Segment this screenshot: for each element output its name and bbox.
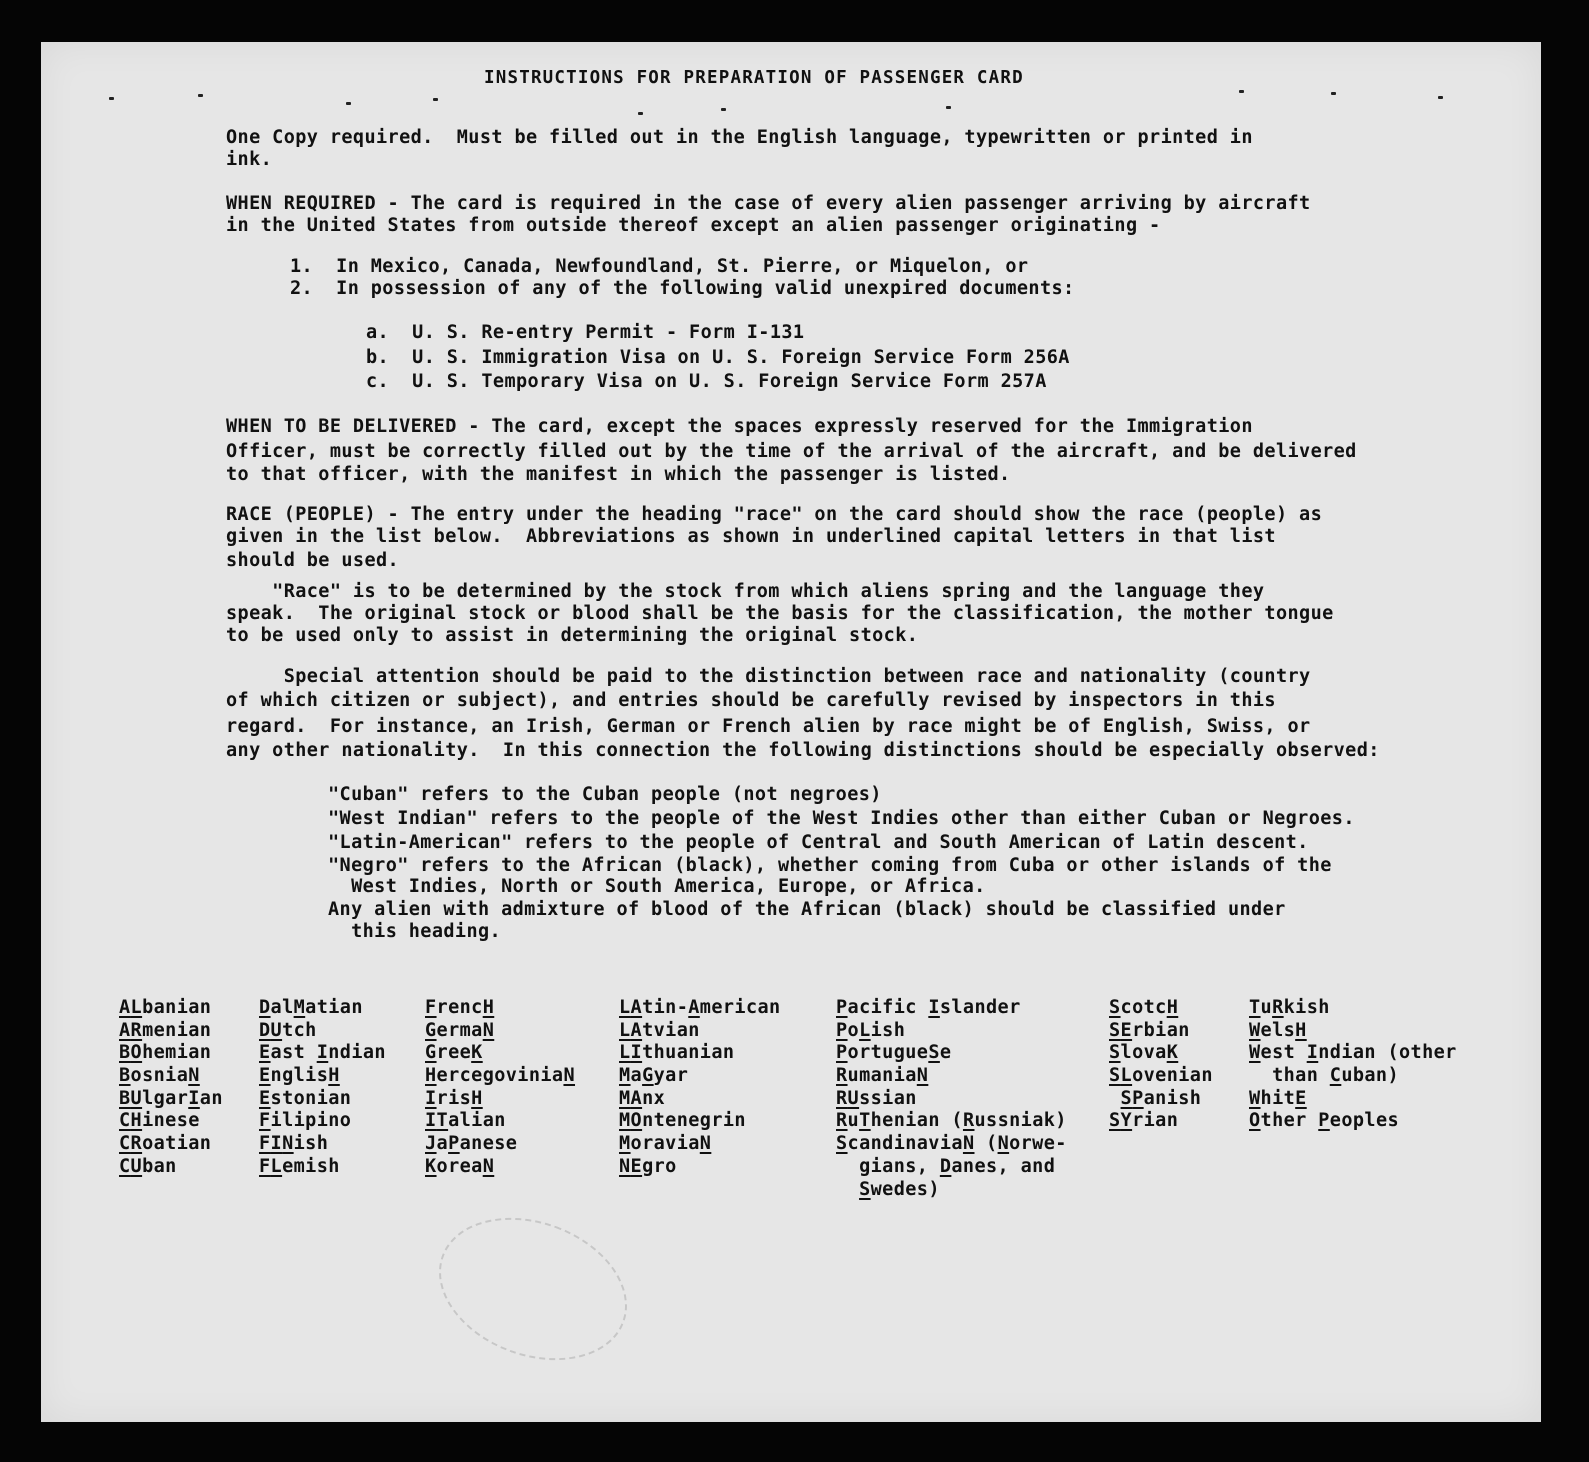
distinction-line: Any alien with admixture of blood of the African (black) should be classified under [328,899,1286,920]
race-entry: East Indian [259,1042,386,1064]
race-entry: SPanish [1120,1087,1202,1109]
distinction-line: "West Indian" refers to the people of the West Indies other than either Cuban or Negroes. [328,808,1355,829]
race-entry: ALbanian [119,997,212,1018]
race-entry: ScotcH [1109,997,1179,1018]
race-entry: gians, Danes, and [836,1155,1056,1177]
race-column [1249,997,1457,1133]
race-entry: FLemish [259,1155,340,1177]
race-entry: Estonian [259,1087,352,1109]
race-entry: SLovenian [1109,1065,1213,1087]
race-line: RACE (PEOPLE) - The entry under the heading "race" on the card should show the race (people) as [226,504,1323,525]
when-delivered-line: WHEN TO BE DELIVERED - The card, except the spaces expressly reserved for the Immigration [226,416,1253,437]
race-entry: BosniaN [119,1065,200,1087]
distinction-line: this heading. [328,921,502,942]
race-entry: BOhemian [119,1042,212,1064]
specks [1438,96,1443,99]
race-entry: West Indian (other [1249,1042,1457,1064]
race-entry: WhitE [1249,1087,1307,1109]
race-entry: CRoatian [119,1133,212,1155]
race-entry: PoLish [836,1019,906,1041]
race-entry: FrencH [425,997,495,1018]
special-line: any other nationality. In this connection the following distinctions should be especially observed: [226,740,1380,761]
faded-stamp [419,1193,647,1385]
document-page [41,42,1541,1422]
race-entry: LAtvian [619,1019,700,1041]
exception-item: 1. In Mexico, Canada, Newfoundland, St. Pierre, or Miquelon, or [290,256,1029,277]
race-column [1109,997,1213,1133]
race-entry: Filipino [259,1110,352,1132]
race-stock-line: to be used only to assist in determining the original stock. [226,625,919,646]
race-entry: RumaniaN [836,1065,929,1087]
when-delivered-line: Officer, must be correctly filled out by the time of the arrival of the aircraft, and be delivered [226,441,1357,462]
special-line: of which citizen or subject), and entries should be carefully revised by inspectors in this [226,690,1276,711]
intro-line: One Copy required. Must be filled out in the English language, typewritten or printed in [226,127,1253,148]
specks [433,98,438,101]
specks [721,108,726,111]
race-entry: FINish [259,1133,329,1155]
special-line: Special attention should be paid to the distinction between race and nationality (country [226,666,1311,687]
intro-line: ink. [226,149,273,170]
specks [946,106,951,109]
race-column [259,997,386,1179]
specks [346,102,351,105]
distinction-line: "Latin-American" refers to the people of Central and South American of Latin descent. [328,832,1309,853]
race-entry: JaPanese [425,1133,518,1155]
race-entry: BUlgarIan [119,1087,223,1109]
race-entry: DUtch [259,1019,317,1041]
race-column [119,997,223,1179]
race-entry: CHinese [119,1110,200,1132]
race-column [619,997,781,1179]
race-entry: MOntenegrin [619,1110,746,1132]
race-entry: CUban [119,1155,177,1177]
race-entry: ARmenian [119,1019,212,1041]
race-column [836,997,1067,1201]
race-entry: PortugueSe [836,1042,952,1064]
race-entry: than Cuban) [1249,1065,1400,1087]
race-entry: RUssian [836,1087,917,1109]
race-entry: IrisH [425,1087,483,1109]
specks [1239,90,1244,93]
race-entry: MAnx [619,1087,666,1109]
race-entry: ScandinaviaN (Norwe- [836,1133,1067,1155]
race-entry: NEgro [619,1155,677,1177]
race-line: should be used. [226,550,400,571]
document-item: a. U. S. Re-entry Permit - Form I-131 [366,322,805,343]
when-delivered-line: to that officer, with the manifest in which the passenger is listed. [226,464,1011,485]
race-entry: Other Peoples [1249,1110,1400,1132]
race-stock-line: speak. The original stock or blood shall be the basis for the classification, the mother tongue [226,603,1334,624]
race-entry: HercegoviniaN [425,1065,576,1087]
race-entry: GermaN [425,1019,495,1041]
race-entry: LAtin-American [619,997,781,1018]
race-entry: SlovaK [1109,1042,1179,1064]
race-entry: WelsH [1249,1019,1307,1041]
when-required-line: WHEN REQUIRED - The card is required in the case of every alien passenger arriving by aircraft [226,193,1311,214]
page-title: INSTRUCTIONS FOR PREPARATION OF PASSENGER CARD [484,68,1024,88]
race-entry: ITalian [425,1110,506,1132]
race-entry: SYrian [1109,1110,1179,1132]
race-entry: Pacific Islander [836,997,1021,1018]
distinction-line: West Indies, North or South America, Europe, or Africa. [328,876,986,897]
race-entry: MaGyar [619,1065,689,1087]
document-item: c. U. S. Temporary Visa on U. S. Foreign Service Form 257A [366,371,1047,392]
race-entry: KoreaN [425,1155,495,1177]
distinction-line: "Cuban" refers to the Cuban people (not negroes) [328,784,882,805]
race-entry: EnglisH [259,1065,340,1087]
exception-item: 2. In possession of any of the following valid unexpired documents: [290,278,1075,299]
race-entry: Swedes) [859,1178,940,1200]
race-line: given in the list below. Abbreviations as shown in underlined capital letters in that list [226,526,1276,547]
race-entry: LIthuanian [619,1042,735,1064]
race-entry: RuThenian (Russniak) [836,1110,1067,1132]
race-entry: GreeK [425,1042,483,1064]
specks [198,94,203,97]
document-item: b. U. S. Immigration Visa on U. S. Foreign Service Form 256A [366,347,1070,368]
special-line: regard. For instance, an Irish, German or French alien by race might be of English, Swiss, or [226,716,1311,737]
race-entry: DalMatian [259,997,363,1018]
race-entry: SErbian [1109,1019,1190,1041]
race-stock-line: "Race" is to be determined by the stock from which aliens spring and the language they [226,581,1265,602]
distinction-line: "Negro" refers to the African (black), whether coming from Cuba or other islands of the [328,855,1332,876]
when-required-line: in the United States from outside thereof except an alien passenger originating - [226,215,1161,236]
race-column [425,997,575,1179]
race-entry: MoraviaN [619,1133,712,1155]
specks [109,97,114,100]
specks [638,112,643,115]
race-entry: TuRkish [1249,997,1330,1018]
specks [1331,92,1336,95]
